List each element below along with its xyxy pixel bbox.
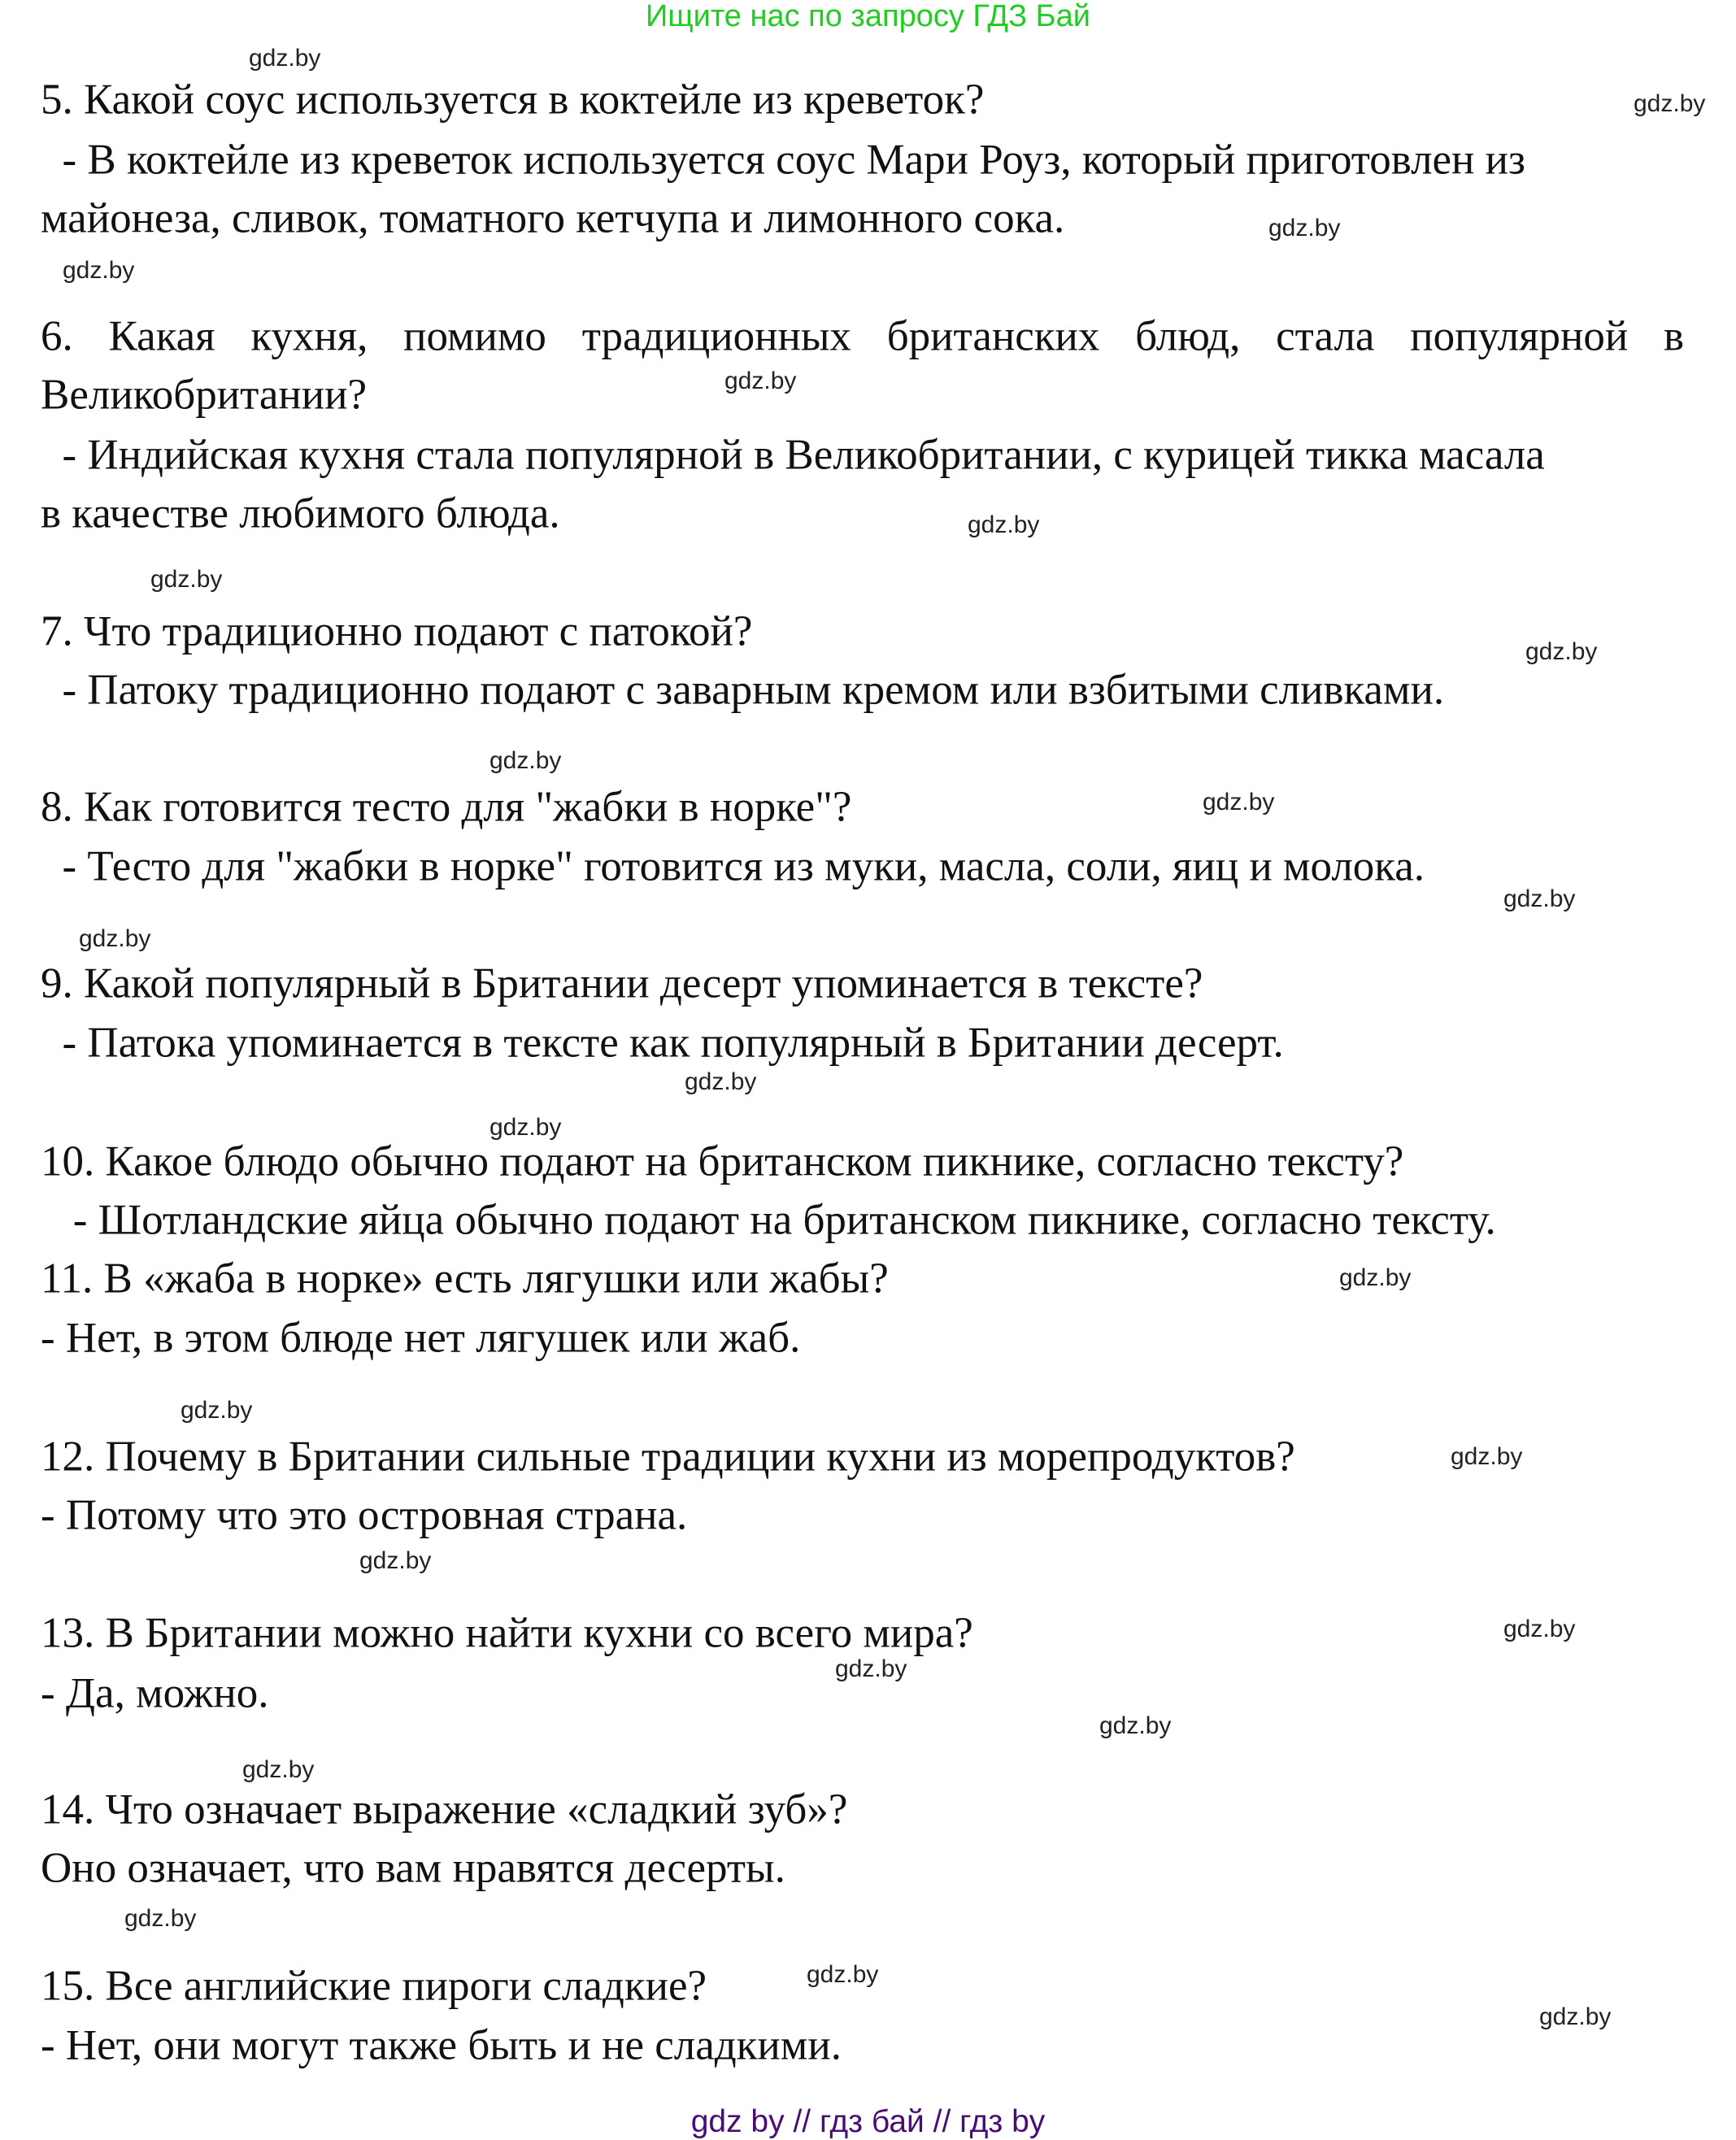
question-text: 7. Что традиционно подают с патокой? xyxy=(41,607,753,655)
watermark-text: gdz.by xyxy=(1099,1712,1172,1739)
answer-text: майонеза, сливок, томатного кетчупа и лимонного сока. xyxy=(41,194,1065,242)
question-text: 5. Какой соус используется в коктейле из креветок? xyxy=(41,76,985,124)
question-text: 13. В Британии можно найти кухни со всего мира? xyxy=(41,1609,973,1657)
watermark-text: gdz.by xyxy=(968,511,1040,538)
question-text: 11. В «жаба в норке» есть лягушки или жабы? xyxy=(41,1255,889,1303)
watermark-text: gdz.by xyxy=(124,1905,197,1932)
question-text: 6. Какая кухня, помимо традиционных британских блюд, стала популярной в xyxy=(41,312,1684,360)
answer-text: - Патока упоминается в тексте как популярный в Британии десерт. xyxy=(41,1019,1284,1067)
watermark-text: gdz.by xyxy=(181,1397,253,1424)
answer-text: - Индийская кухня стала популярной в Великобритании, с курицей тикка масала xyxy=(41,431,1545,479)
question-text: 12. Почему в Британии сильные традиции кухни из морепродуктов? xyxy=(41,1433,1295,1481)
answer-text: - Шотландские яйца обычно подают на британском пикнике, согласно тексту. xyxy=(41,1196,1496,1244)
answer-text: - Да, можно. xyxy=(41,1669,269,1717)
footer-links[interactable]: gdz by // гдз бай // гдз by xyxy=(690,2104,1046,2139)
answer-text: Оно означает, что вам нравятся десерты. xyxy=(41,1844,785,1892)
answer-text: - В коктейле из креветок используется соус Мари Роуз, который приготовлен из xyxy=(41,136,1525,184)
question-text: 15. Все английские пироги сладкие? xyxy=(41,1962,707,2010)
answer-text: - Тесто для "жабки в норке" готовится из муки, масла, соли, яиц и молока. xyxy=(41,842,1425,890)
watermark-text: gdz.by xyxy=(1503,885,1576,912)
question-text: 8. Как готовится тесто для "жабки в норке"? xyxy=(41,783,852,831)
watermark-text: gdz.by xyxy=(63,257,135,284)
answer-text: в качестве любимого блюда. xyxy=(41,489,560,537)
watermark-text: gdz.by xyxy=(1268,215,1341,241)
watermark-text: gdz.by xyxy=(249,45,321,72)
answer-text: - Нет, они могут также быть и не сладкими. xyxy=(41,2021,842,2069)
watermark-text: gdz.by xyxy=(1339,1264,1412,1291)
watermark-text: gdz.by xyxy=(685,1068,757,1095)
watermark-text: gdz.by xyxy=(1451,1443,1523,1470)
watermark-text: gdz.by xyxy=(1503,1616,1576,1642)
watermark-text: gdz.by xyxy=(489,1114,562,1141)
answer-text: Великобритании? xyxy=(41,371,368,419)
watermark-text: gdz.by xyxy=(1539,2003,1612,2030)
watermark-text: gdz.by xyxy=(1203,789,1275,816)
search-banner: Ищите нас по запросу ГДЗ Бай xyxy=(646,0,1090,33)
watermark-text: gdz.by xyxy=(807,1961,879,1988)
watermark-text: gdz.by xyxy=(1525,638,1598,665)
watermark-text: gdz.by xyxy=(724,368,797,394)
question-text: 9. Какой популярный в Британии десерт упоминается в тексте? xyxy=(41,959,1203,1007)
answer-text: - Нет, в этом блюде нет лягушек или жаб. xyxy=(41,1314,801,1362)
question-text: 10. Какое блюдо обычно подают на британском пикнике, согласно тексту? xyxy=(41,1137,1404,1185)
watermark-text: gdz.by xyxy=(150,566,223,593)
watermark-text: gdz.by xyxy=(835,1655,907,1682)
answer-text: - Потому что это островная страна. xyxy=(41,1491,688,1539)
question-text: 14. Что означает выражение «сладкий зуб»? xyxy=(41,1786,848,1833)
watermark-text: gdz.by xyxy=(489,747,562,774)
watermark-text: gdz.by xyxy=(79,925,151,952)
answer-text: - Патоку традиционно подают с заварным кремом или взбитыми сливками. xyxy=(41,666,1445,714)
watermark-text: gdz.by xyxy=(1634,90,1706,117)
watermark-text: gdz.by xyxy=(359,1547,432,1574)
watermark-text: gdz.by xyxy=(242,1756,315,1783)
